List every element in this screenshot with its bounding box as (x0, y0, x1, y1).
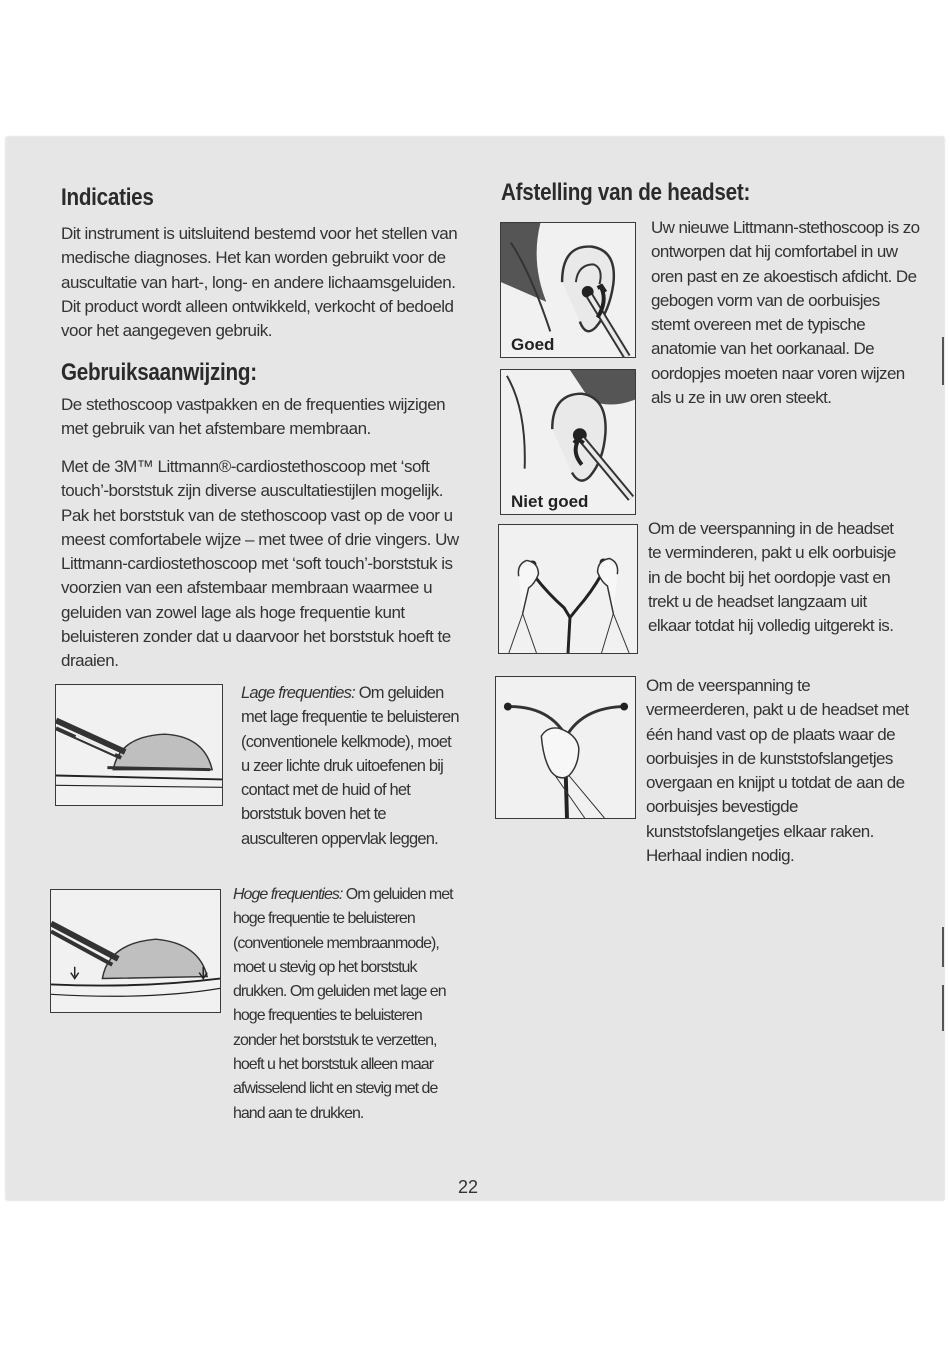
afstelling-heading: Afstelling van de headset: (501, 179, 751, 206)
gebruik-body-text: Met de 3M™ Littmann®-cardiostethoscoop met ‘soft touch’-borststuk zijn diverse auscultatiestijlen mogelijk. Pak het borststuk van de stethoscoop vast op de voor u meest comfortabele wijze – met twee of drie vingers. Uw Littmann-cardiostethoscoop met ‘soft touch’-borststuk is voorzien van een afstembaar membraan waarmee u geluiden van zowel lage als hoge frequentie kunt beluisteren zonder dat u daarvoor het borststuk hoeft te draaien. (61, 457, 459, 671)
edge-mark (942, 927, 944, 967)
chestpiece-light-illustration (56, 685, 222, 805)
low-frequency-figure (55, 684, 223, 806)
headset-fit-text: Uw nieuwe Littmann-stethoscoop is zo ontworpen dat hij comfortabel in uw oren past en ze akoestisch afdicht. De gebogen vorm van de oorbuisjes stemt overeen met de typische anatomie van het oorkanaal. De oordopjes moeten naar voren wijzen als u ze in uw oren steekt. (651, 218, 920, 408)
gebruiksaanwijzing-heading: Gebruiksaanwijzing: (61, 359, 257, 386)
hoge-frequenties-body: Om geluiden met hoge frequentie te beluisteren (conventionele membraanmode), moet u stevig op het borststuk drukken. Om geluiden met lage en hoge frequenties te beluisteren zonder het borststuk te verzetten, hoeft u het borststuk alleen maar afwisselend licht en stevig met de hand aan te drukken. (233, 886, 453, 1122)
tension-increase-text: Om de veerspanning te vermeerderen, pakt u de headset met één hand vast op de plaats waar de oorbuisjes in de kunststofslangetjes overgaan en knijpt u totdat de aan de oorbuisjes bevestigde kunststofslangetjes elkaar raken. Herhaal indien nodig. (646, 676, 909, 866)
ear-incorrect-figure (500, 369, 636, 515)
headset-squeeze-figure (495, 676, 636, 819)
hoge-frequenties-label: Hoge frequenties: (233, 886, 343, 903)
edge-mark (942, 337, 944, 385)
ear-correct-figure (500, 222, 636, 358)
niet-goed-label: Niet goed (511, 492, 589, 511)
tension-reduce-text: Om de veerspanning in de headset te verminderen, pakt u elk oorbuisje in de bocht bij het oordopje vast en trekt u de headset langzaam uit elkaar totdat hij volledig uitgerekt is. (648, 519, 896, 636)
chestpiece-firm-illustration (51, 890, 220, 1012)
manual-page (6, 137, 944, 1200)
lage-frequenties-label: Lage frequenties: (241, 684, 355, 702)
indicaties-heading: Indicaties (61, 184, 154, 211)
indicaties-text: Dit instrument is uitsluitend bestemd voor het stellen van medische diagnoses. Het kan worden gebruikt voor de auscultatie van hart-, long- en andere lichaamsgeluiden. Dit product wordt alleen ontwikkeld, verkocht of bedoeld voor het aangegeven gebruik. (61, 224, 458, 341)
hoge-frequenties-text (233, 883, 459, 1126)
edge-mark (942, 985, 944, 1031)
headset-squeeze-illustration (496, 677, 635, 818)
headset-pull-illustration (499, 525, 637, 653)
high-frequency-figure (50, 889, 221, 1013)
lage-frequenties-text (241, 681, 461, 851)
lage-frequenties-body: Om geluiden met lage frequentie te beluisteren (conventionele kelkmode), moet u zeer lichte druk uitoefenen bij contact met de huid of het borststuk boven het te ausculteren oppervlak leggen. (241, 684, 459, 848)
goed-label: Goed (511, 335, 555, 354)
page-number: 22 (458, 1177, 479, 1197)
gebruik-intro-text: De stethoscoop vastpakken en de frequenties wijzigen met gebruik van het afstembare membraan. (61, 395, 446, 439)
headset-pull-figure (498, 524, 638, 654)
